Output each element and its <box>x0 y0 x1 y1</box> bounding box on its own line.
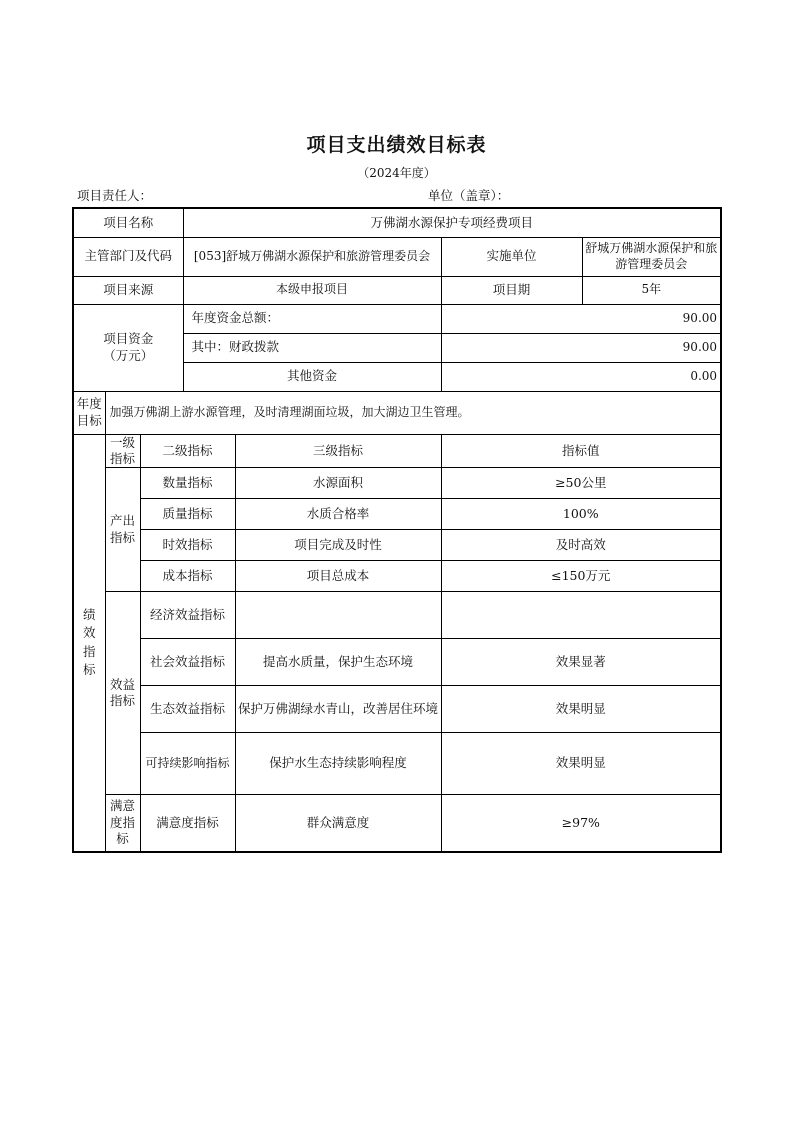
table-row-l3: 水源面积 <box>235 468 441 499</box>
level3-header: 三级指标 <box>235 434 441 468</box>
table-row-value: ≤150万元 <box>441 561 721 592</box>
source-value: 本级申报项目 <box>183 276 441 304</box>
table-row-l3: 项目完成及时性 <box>235 530 441 561</box>
responsible-label: 项目责任人： <box>77 188 153 203</box>
perf-indicator-label-text: 绩效指标 <box>82 607 96 677</box>
level2-header: 二级指标 <box>140 434 235 468</box>
table-row-value: 及时高效 <box>441 530 721 561</box>
period-label: 项目期 <box>441 276 582 304</box>
table-row-l2: 质量指标 <box>140 499 235 530</box>
fiscal-value: 90.00 <box>441 333 721 362</box>
table-row-value: ≥97% <box>441 795 721 852</box>
level1-header: 一级指标 <box>105 434 140 468</box>
table-row-l3: 提高水质量，保护生态环境 <box>235 639 441 686</box>
dept-code-value: [053]舒城万佛湖水源保护和旅游管理委员会 <box>183 237 441 276</box>
impl-unit-label: 实施单位 <box>441 237 582 276</box>
annual-total-value: 90.00 <box>441 304 721 333</box>
table-row-l2: 经济效益指标 <box>140 592 235 639</box>
year-label: （2024年度） <box>357 166 436 180</box>
table-row-l3: 水质合格率 <box>235 499 441 530</box>
other-funds-value: 0.00 <box>441 362 721 391</box>
satisfaction-indicator-label-text: 满意度指标 <box>109 798 135 846</box>
table-row-l3: 保护万佛湖绿水青山，改善居住环境 <box>235 686 441 733</box>
source-label: 项目来源 <box>73 276 183 304</box>
table-row-l2: 成本指标 <box>140 561 235 592</box>
annual-goal-value: 加强万佛湖上游水源管理，及时清理湖面垃圾，加大湖边卫生管理。 <box>105 391 721 434</box>
table-row-value: 效果显著 <box>441 639 721 686</box>
table-row-l2: 生态效益指标 <box>140 686 235 733</box>
funds-label <box>73 304 183 391</box>
project-name-value: 万佛湖水源保护专项经费项目 <box>183 208 721 237</box>
table-row-l2: 时效指标 <box>140 530 235 561</box>
funds-label-line1: 项目资金 <box>103 331 154 347</box>
table-row-value: 100% <box>441 499 721 530</box>
satisfaction-indicator-label <box>105 795 140 852</box>
funds-label-line2: （万元） <box>103 347 154 363</box>
table-row-value: 效果明显 <box>441 733 721 795</box>
performance-table <box>72 207 722 853</box>
table-row-l3: 群众满意度 <box>235 795 441 852</box>
table-row-l3 <box>235 592 441 639</box>
period-value: 5年 <box>582 276 721 304</box>
benefit-indicator-label: 效益指标 <box>105 592 140 795</box>
annual-total-label: 年度资金总额： <box>183 304 441 333</box>
table-row-l2: 数量指标 <box>140 468 235 499</box>
fiscal-label: 其中：财政拨款 <box>183 333 441 362</box>
annual-goal-label <box>73 391 105 434</box>
table-row-l3: 保护水生态持续影响程度 <box>235 733 441 795</box>
perf-indicator-label <box>73 434 105 852</box>
annual-goal-label-line1: 年度 <box>76 396 102 412</box>
table-row-l2: 满意度指标 <box>140 795 235 852</box>
unit-label: 单位（盖章）： <box>428 188 510 203</box>
impl-unit-value: 舒城万佛湖水源保护和旅游管理委员会 <box>582 237 721 276</box>
table-row-value: ≥50公里 <box>441 468 721 499</box>
other-funds-label: 其他资金 <box>183 362 441 391</box>
annual-goal-label-line2: 目标 <box>76 412 102 428</box>
output-indicator-label: 产出指标 <box>105 468 140 592</box>
project-name-label: 项目名称 <box>73 208 183 237</box>
value-header: 指标值 <box>441 434 721 468</box>
table-row-l2: 可持续影响指标 <box>140 733 235 795</box>
table-row-value <box>441 592 721 639</box>
table-row-l3: 项目总成本 <box>235 561 441 592</box>
table-row-l2: 社会效益指标 <box>140 639 235 686</box>
table-row-value: 效果明显 <box>441 686 721 733</box>
dept-code-label: 主管部门及代码 <box>73 237 183 276</box>
page-title: 项目支出绩效目标表 <box>306 134 487 156</box>
